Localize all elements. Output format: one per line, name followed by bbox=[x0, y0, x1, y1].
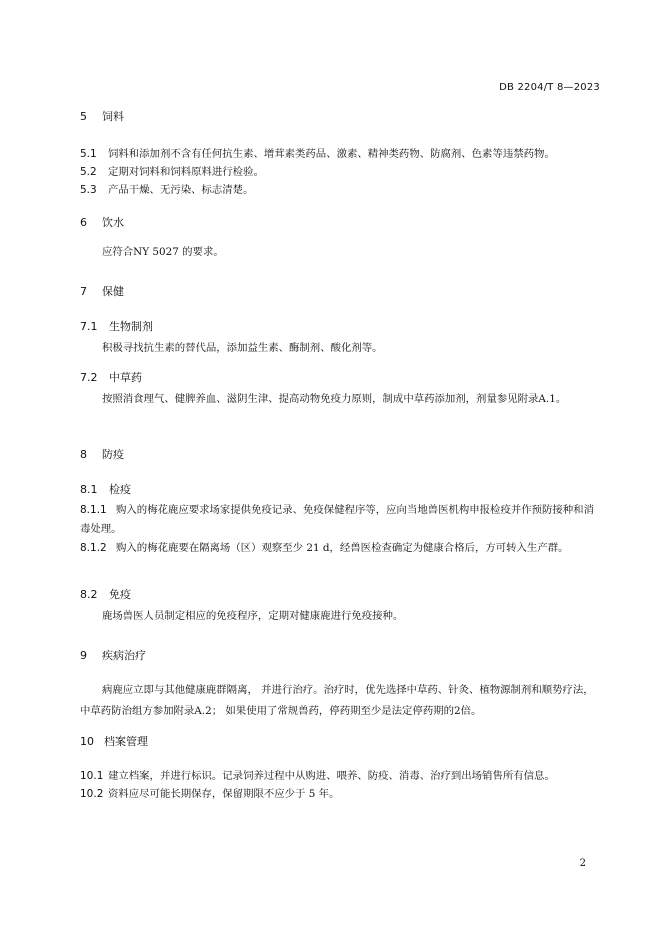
section-number: 8 bbox=[80, 448, 87, 461]
section-number: 7 bbox=[80, 285, 87, 298]
document-header: DB 2204/T 8—2023 bbox=[499, 82, 600, 93]
section-9-heading bbox=[80, 647, 146, 663]
paragraph-text: 积极寻找抗生素的替代品，添加益生素、酶制剂、酸化剂等。 bbox=[102, 342, 383, 354]
subsection-number: 8.1 bbox=[80, 483, 98, 496]
subsection-7-2-paragraph bbox=[80, 389, 600, 410]
clause-text: 建立档案，并进行标识。记录饲养过程中从购进、喂养、防疫、消毒、治疗到出场销售所有信息。 bbox=[108, 770, 555, 782]
subsection-8-2-paragraph bbox=[80, 606, 600, 627]
subsection-title: 生物制剂 bbox=[109, 320, 153, 333]
clause-number: 5.3 bbox=[80, 184, 97, 196]
clause-10-1 bbox=[80, 767, 555, 782]
clause-text: 饲料和添加剂不含有任何抗生素、增茸素类药品、激素、精神类药物、防腐剂、色素等违禁药物。 bbox=[108, 148, 555, 160]
paragraph-text: 按照消食理气、健脾养血、滋阴生津、提高动物免疫力原则，制成中草药添加剂，剂量参见附录A.1。 bbox=[102, 393, 567, 405]
subsection-number: 8.2 bbox=[80, 588, 98, 601]
section-title: 防疫 bbox=[102, 448, 124, 461]
subsection-number: 7.1 bbox=[80, 320, 98, 333]
clause-8-1-1 bbox=[80, 501, 600, 538]
clause-text: 购入的梅花鹿要在隔离场（区）观察至少 21 d，经兽医检查确定为健康合格后，方可转入生产群。 bbox=[116, 542, 569, 554]
section-number: 9 bbox=[80, 649, 87, 662]
section-title: 饲料 bbox=[102, 110, 124, 123]
clause-5-3 bbox=[80, 181, 253, 196]
subsection-number: 7.2 bbox=[80, 371, 98, 384]
section-number: 5 bbox=[80, 110, 87, 123]
clause-text: 购入的梅花鹿应要求场家提供免疫记录、免疫保健程序等，应向当地兽医机构申报检疫并作预防接种和消毒处理。 bbox=[80, 504, 594, 535]
section-7-heading bbox=[80, 283, 124, 299]
section-number: 10 bbox=[80, 735, 94, 748]
clause-number: 8.1.2 bbox=[80, 542, 107, 554]
clause-5-1 bbox=[80, 145, 555, 160]
clause-number: 10.1 bbox=[80, 770, 104, 782]
section-number: 6 bbox=[80, 216, 87, 229]
clause-number: 5.1 bbox=[80, 148, 97, 160]
clause-number: 8.1.1 bbox=[80, 504, 107, 516]
subsection-title: 免疫 bbox=[109, 588, 131, 601]
clause-8-1-2 bbox=[80, 539, 600, 558]
subsection-7-2-heading bbox=[80, 369, 142, 385]
paragraph-text: 鹿场兽医人员制定相应的免疫程序，定期对健康鹿进行免疫接种。 bbox=[102, 610, 404, 622]
clause-text: 定期对饲料和饲料原料进行检验。 bbox=[108, 166, 264, 178]
section-6-paragraph bbox=[80, 242, 600, 263]
clause-number: 10.2 bbox=[80, 788, 104, 800]
clause-text: 产品干燥、无污染、标志清楚。 bbox=[108, 184, 254, 196]
subsection-8-1-heading bbox=[80, 481, 131, 497]
section-5-heading bbox=[80, 108, 124, 124]
section-title: 档案管理 bbox=[104, 735, 148, 748]
paragraph-text: 病鹿应立即与其他健康鹿群隔离， 并进行治疗。治疗时，优先选择中草药、针灸、植物源制剂和顺势疗法，中草药防治组方参加附录A.2； 如果使用了常规兽药，停药期至少是法定停药期的2倍。 bbox=[80, 684, 594, 717]
subsection-title: 中草药 bbox=[109, 371, 142, 384]
section-6-heading bbox=[80, 214, 124, 230]
section-10-heading bbox=[80, 733, 148, 749]
clause-number: 5.2 bbox=[80, 166, 97, 178]
paragraph-text: 应符合NY 5027 的要求。 bbox=[102, 246, 224, 258]
section-title: 保健 bbox=[102, 285, 124, 298]
section-9-paragraph bbox=[80, 680, 600, 721]
section-title: 疾病治疗 bbox=[102, 649, 146, 662]
subsection-7-1-heading bbox=[80, 318, 153, 334]
clause-text: 资料应尽可能长期保存，保留期限不应少于 5 年。 bbox=[108, 788, 340, 800]
section-8-heading bbox=[80, 446, 124, 462]
subsection-8-2-heading bbox=[80, 586, 131, 602]
section-title: 饮水 bbox=[102, 216, 124, 229]
page-number: 2 bbox=[579, 858, 586, 869]
clause-5-2 bbox=[80, 163, 264, 178]
clause-10-2 bbox=[80, 785, 339, 800]
subsection-7-1-paragraph bbox=[80, 338, 600, 359]
subsection-title: 检疫 bbox=[109, 483, 131, 496]
